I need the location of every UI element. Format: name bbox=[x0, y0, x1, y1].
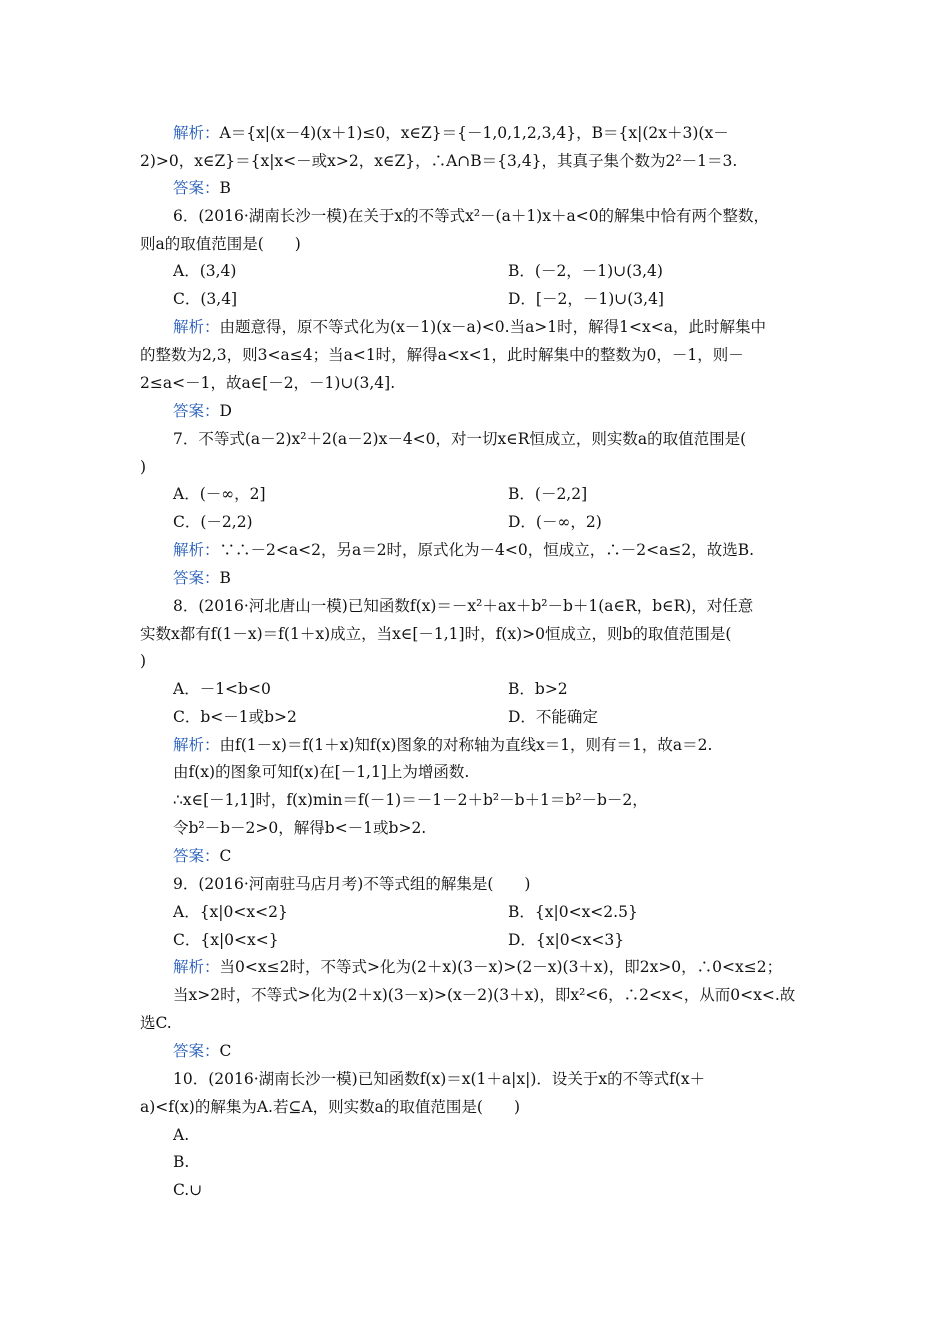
option-c: C．b<－1或b>2 bbox=[173, 708, 297, 726]
answer-line bbox=[173, 401, 232, 421]
answer-line bbox=[173, 846, 231, 866]
analysis-label: 解析： bbox=[173, 124, 220, 142]
answer-line bbox=[173, 568, 231, 588]
answer-value: B bbox=[219, 179, 231, 197]
answer-label: 答案： bbox=[173, 569, 220, 587]
text-line: 的整数为2,3，则3<a≤4；当a<1时，解得a<x<1，此时解集中的整数为0，－1，则－ bbox=[140, 346, 744, 364]
text-line: 实数x都有f(1－x)＝f(1＋x)成立，当x∈[－1,1]时，f(x)>0恒成立，则b的取值范围是( bbox=[140, 625, 732, 643]
option-d: D．[－2，－1)∪(3,4] bbox=[508, 290, 664, 308]
option-d: D．不能确定 bbox=[508, 708, 598, 726]
text: ∵∴－2<a<2，另a＝2时，原式化为－4<0，恒成立，∴－2<a≤2，故选B. bbox=[219, 541, 755, 559]
text: A＝{x|(x－4)(x＋1)≤0，x∈Z}＝{－1,0,1,2,3,4}，B＝{x|(2x＋3)(x－ bbox=[219, 124, 729, 142]
text-line: 2≤a<－1，故a∈[－2，－1)∪(3,4]. bbox=[140, 374, 396, 392]
option-c: C．(－2,2) bbox=[173, 513, 253, 531]
option-b: B．{x|0<x<2.5} bbox=[508, 903, 638, 921]
question-6: 6．(2016·湖南长沙一模)在关于x的不等式x²－(a＋1)x＋a<0的解集中恰有两个整数， bbox=[173, 207, 770, 225]
text-line: 当x>2时，不等式>化为(2＋x)(3－x)>(x－2)(3＋x)，即x²<6，∴2<x<，从而0<x<.故 bbox=[173, 986, 796, 1004]
answer-value: B bbox=[219, 569, 231, 587]
analysis-line bbox=[173, 540, 754, 560]
analysis-label: 解析： bbox=[173, 736, 220, 754]
answer-label: 答案： bbox=[173, 847, 220, 865]
option-c: C．{x|0<x<} bbox=[173, 931, 279, 949]
option-b: B. bbox=[173, 1153, 190, 1171]
text-line: 令b²－b－2>0，解得b<－1或b>2. bbox=[173, 819, 427, 837]
analysis-line bbox=[173, 317, 766, 337]
option-c: C．(3,4] bbox=[173, 290, 238, 308]
option-a: A．(－∞，2] bbox=[173, 485, 266, 503]
answer-value: C bbox=[219, 1042, 232, 1060]
text-line: 由f(x)的图象可知f(x)在[－1,1]上为增函数. bbox=[173, 763, 470, 781]
text: 由题意得，原不等式化为(x－1)(x－a)<0.当a>1时，解得1<x<a，此时解集中 bbox=[219, 318, 766, 336]
question-10: 10．(2016·湖南长沙一模)已知函数f(x)＝x(1＋a|x|)．设关于x的不等式f(x＋ bbox=[173, 1070, 706, 1088]
option-b: B．b>2 bbox=[508, 680, 568, 698]
option-d: D．{x|0<x<3} bbox=[508, 931, 625, 949]
question-9: 9．(2016·河南驻马店月考)不等式组的解集是( ) bbox=[173, 875, 531, 893]
option-b: B．(－2,2] bbox=[508, 485, 588, 503]
text-line: ) bbox=[140, 458, 147, 476]
analysis-label: 解析： bbox=[173, 958, 220, 976]
answer-label: 答案： bbox=[173, 179, 220, 197]
option-a: A．(3,4) bbox=[173, 262, 237, 280]
text-line: 则a的取值范围是( ) bbox=[140, 235, 301, 253]
option-a: A．{x|0<x<2} bbox=[173, 903, 288, 921]
question-7: 7．不等式(a－2)x²＋2(a－2)x－4<0，对一切x∈R恒成立，则实数a的取值范围是( bbox=[173, 430, 747, 448]
analysis-label: 解析： bbox=[173, 541, 220, 559]
option-b: B．(－2，－1)∪(3,4) bbox=[508, 262, 663, 280]
answer-label: 答案： bbox=[173, 1042, 220, 1060]
answer-value: C bbox=[219, 847, 232, 865]
text-line: a)<f(x)的解集为A.若⊆A，则实数a的取值范围是( ) bbox=[140, 1098, 520, 1116]
text-line: 2)>0，x∈Z}＝{x|x<－或x>2，x∈Z}，∴A∩B＝{3,4}，其真子集个数为2²－1＝3. bbox=[140, 152, 738, 170]
question-8: 8．(2016·河北唐山一模)已知函数f(x)＝－x²＋ax＋b²－b＋1(a∈R，b∈R)，对任意 bbox=[173, 597, 754, 615]
text: 当0<x≤2时，不等式>化为(2＋x)(3－x)>(2－x)(3＋x)，即2x>0，∴0<x≤2； bbox=[219, 958, 783, 976]
option-d: D．(－∞，2) bbox=[508, 513, 602, 531]
text: 由f(1－x)＝f(1＋x)知f(x)图象的对称轴为直线x＝1，则有＝1，故a＝2. bbox=[219, 736, 713, 754]
analysis-label: 解析： bbox=[173, 318, 220, 336]
answer-value: D bbox=[219, 402, 232, 420]
option-c: C.∪ bbox=[173, 1181, 203, 1199]
analysis-line bbox=[173, 957, 782, 977]
option-a: A. bbox=[173, 1126, 190, 1144]
option-a: A．－1<b<0 bbox=[173, 680, 271, 698]
text-line: ) bbox=[140, 652, 147, 670]
text-line: ∴x∈[－1,1]时，f(x)min＝f(－1)＝－1－2＋b²－b＋1＝b²－b－2， bbox=[173, 791, 648, 809]
answer-line bbox=[173, 1041, 231, 1061]
analysis-line bbox=[173, 123, 729, 143]
text-line: 选C. bbox=[140, 1014, 172, 1032]
answer-line bbox=[173, 178, 231, 198]
analysis-line bbox=[173, 735, 712, 755]
answer-label: 答案： bbox=[173, 402, 220, 420]
